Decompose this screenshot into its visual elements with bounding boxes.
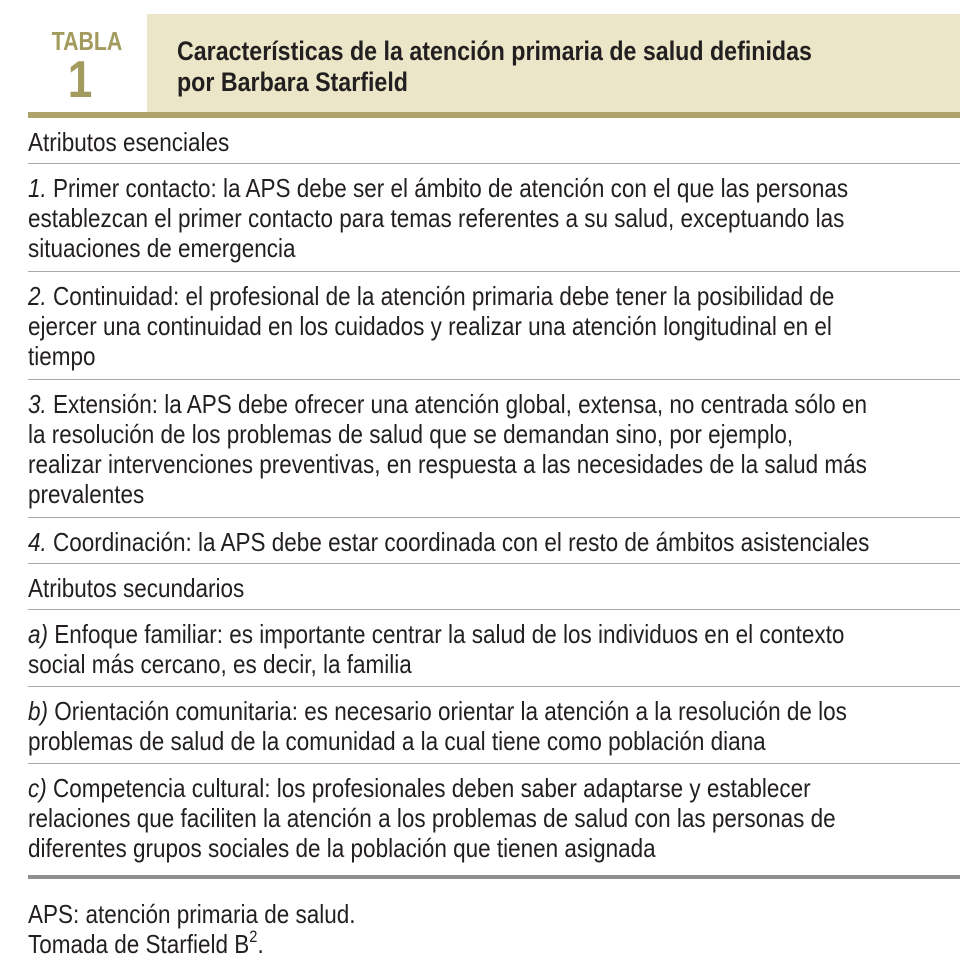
item-marker: c) xyxy=(28,773,47,803)
row-line: Enfoque familiar: es importante centrar la salud de los individuos en el contexto xyxy=(48,619,845,649)
row-line: Atributos esenciales xyxy=(28,127,230,157)
table-row xyxy=(28,272,960,380)
row-line: realizar intervenciones preventivas, en respuesta a las necesidades de la salud más xyxy=(28,449,867,479)
table-row xyxy=(28,687,960,764)
footnote-source-end: . xyxy=(257,929,264,959)
table-number: 1 xyxy=(67,51,93,109)
section-heading-secondary xyxy=(28,564,960,610)
section-heading-essential xyxy=(28,118,960,164)
item-marker: b) xyxy=(28,696,49,726)
item-marker: 1. xyxy=(28,173,47,203)
row-line: social más cercano, es decir, la familia xyxy=(28,649,412,679)
table-title-box xyxy=(147,14,960,112)
table-row xyxy=(28,518,960,564)
row-line: diferentes grupos sociales de la población que tienen asignada xyxy=(28,833,656,863)
row-line: Coordinación: la APS debe estar coordinada con el resto de ámbitos asistenciales xyxy=(46,527,870,557)
footnote-reference: 2 xyxy=(249,927,258,947)
row-line: Competencia cultural: los profesionales deben saber adaptarse y establecer xyxy=(46,773,811,803)
row-line: la resolución de los problemas de salud que se demandan sino, por ejemplo, xyxy=(28,419,794,449)
table-footnotes xyxy=(28,899,962,959)
item-marker: 4. xyxy=(28,527,47,557)
table-body xyxy=(28,118,960,874)
table-header xyxy=(28,14,960,118)
row-line: Extensión: la APS debe ofrecer una atención global, extensa, no centrada sólo en xyxy=(46,389,867,419)
row-line: Continuidad: el profesional de la atención primaria debe tener la posibilidad de xyxy=(46,281,835,311)
footnote-source xyxy=(28,929,962,959)
footnote-source-text: Tomada de Starfield B xyxy=(28,929,250,959)
row-line: Primer contacto: la APS debe ser el ámbito de atención con el que las personas xyxy=(46,173,849,203)
footnote-abbreviation: APS: atención primaria de salud. xyxy=(28,899,356,929)
table-row xyxy=(28,764,960,874)
item-marker: 3. xyxy=(28,389,47,419)
table-row xyxy=(28,380,960,518)
row-line: prevalentes xyxy=(28,479,145,509)
table-row xyxy=(28,610,960,687)
row-line: Atributos secundarios xyxy=(28,573,245,603)
table-row xyxy=(28,164,960,272)
row-line: situaciones de emergencia xyxy=(28,233,296,263)
row-line: tiempo xyxy=(28,341,96,371)
table-title-line: Características de la atención primaria de salud definidas xyxy=(177,36,812,66)
table-title-line: por Barbara Starfield xyxy=(177,67,408,97)
item-marker: a) xyxy=(28,619,49,649)
table-label-word: TABLA xyxy=(51,26,123,56)
row-line: problemas de salud de la comunidad a la cual tiene como población diana xyxy=(28,726,766,756)
table-label xyxy=(28,14,146,112)
row-line: relaciones que faciliten la atención a los problemas de salud con las personas de xyxy=(28,803,836,833)
row-line: ejercer una continuidad en los cuidados y realizar una atención longitudinal en el xyxy=(28,311,832,341)
item-marker: 2. xyxy=(28,281,47,311)
row-line: Orientación comunitaria: es necesario orientar la atención a la resolución de los xyxy=(48,696,847,726)
row-line: establezcan el primer contacto para temas referentes a su salud, exceptuando las xyxy=(28,203,845,233)
table-title xyxy=(177,36,831,98)
table-bottom-divider xyxy=(28,875,960,879)
